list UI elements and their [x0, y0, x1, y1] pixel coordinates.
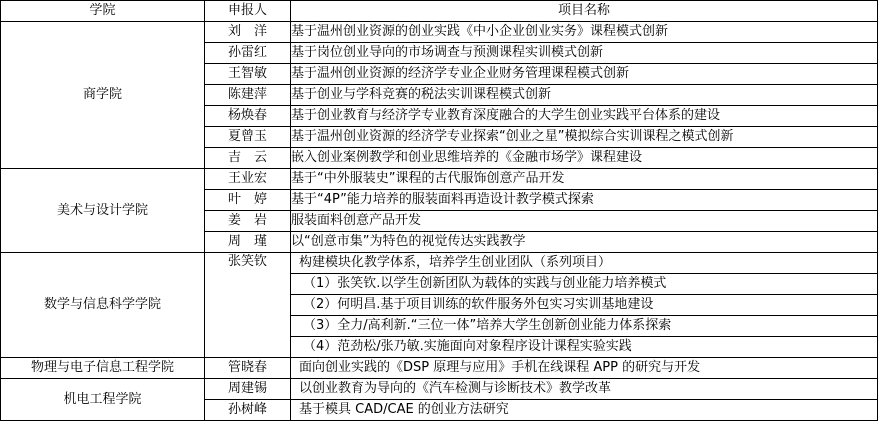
- applicant-cell: 夏曾玉: [205, 127, 291, 148]
- project-cell: 基于创业教育与经济学专业教育深度融合的大学生创业实践平台体系的建设: [291, 106, 878, 127]
- table-row: [1, 379, 878, 400]
- applicant-cell: 杨焕春: [205, 106, 291, 127]
- project-cell: （2）何明昌.基于项目训练的软件服务外包实习实训基地建设: [291, 295, 878, 316]
- applicant-cell: 周 瑾: [205, 232, 291, 253]
- header-project: 项目名称: [291, 1, 878, 22]
- project-cell: （1）张笑钦.以学生创新团队为载体的实践与创业能力培养模式: [291, 274, 878, 295]
- applicant-cell: 孙雷红: [205, 43, 291, 64]
- applicant-cell: 叶 婷: [205, 190, 291, 211]
- applicant-cell: 王业宏: [205, 169, 291, 190]
- college-cell: 美术与设计学院: [1, 169, 205, 253]
- project-cell: 基于温州创业资源的经济学专业企业财务管理课程模式创新: [291, 64, 878, 85]
- table-row: [1, 253, 878, 274]
- project-cell: 以“创意市集”为特色的视觉传达实践教学: [291, 232, 878, 253]
- college-cell: 物理与电子信息工程学院: [1, 358, 205, 379]
- college-cell: 商学院: [1, 22, 205, 169]
- college-cell: 机电工程学院: [1, 379, 205, 421]
- applicant-cell: 管晓春: [205, 358, 291, 379]
- project-cell: （3）全力/高利新.“三位一体”培养大学生创新创业能力体系探索: [291, 316, 878, 337]
- table-row: [1, 22, 878, 43]
- applicant-cell: 吉 云: [205, 148, 291, 169]
- project-cell: 基于温州创业资源的经济学专业探索“创业之星”模拟综合实训课程之模式创新: [291, 127, 878, 148]
- applicant-cell: 孙树峰: [205, 400, 291, 421]
- project-cell: 基于岗位创业导向的市场调查与预测课程实训模式创新: [291, 43, 878, 64]
- applicant-cell: 姜 岩: [205, 211, 291, 232]
- applicant-cell: 刘 洋: [205, 22, 291, 43]
- applicant-cell: 陈建萍: [205, 85, 291, 106]
- applicant-cell: 王智敏: [205, 64, 291, 85]
- project-cell: （4）范劲松/张乃敏.实施面向对象程序设计课程实验实践: [291, 337, 878, 358]
- project-cell: 基于温州创业资源的创业实践《中小企业创业实务》课程模式创新: [291, 22, 878, 43]
- project-cell: 以创业教育为导向的《汽车检测与诊断技术》教学改革: [291, 379, 878, 400]
- header-college: 学院: [1, 1, 205, 22]
- project-cell: 面向创业实践的《DSP 原理与应用》手机在线课程 APP 的研究与开发: [291, 358, 878, 379]
- table-row: [1, 358, 878, 379]
- table-row: [1, 169, 878, 190]
- applicant-cell: 张笑钦: [205, 253, 291, 358]
- project-cell: 基于“4P”能力培养的服装面料再造设计教学模式探索: [291, 190, 878, 211]
- project-cell: 构建模块化教学体系，培养学生创业团队（系列项目）: [291, 253, 878, 274]
- project-cell: 基于“中外服装史”课程的古代服饰创意产品开发: [291, 169, 878, 190]
- project-cell: 服装面料创意产品开发: [291, 211, 878, 232]
- header-applicant: 申报人: [205, 1, 291, 22]
- project-cell: 基于模具 CAD/CAE 的创业方法研究: [291, 400, 878, 421]
- project-cell: 基于创业与学科竞赛的税法实训课程模式创新: [291, 85, 878, 106]
- college-cell: 数学与信息科学学院: [1, 253, 205, 358]
- applicant-cell: 周建锡: [205, 379, 291, 400]
- header-row: [1, 1, 878, 22]
- project-cell: 嵌入创业案例教学和创业思维培养的《金融市场学》课程建设: [291, 148, 878, 169]
